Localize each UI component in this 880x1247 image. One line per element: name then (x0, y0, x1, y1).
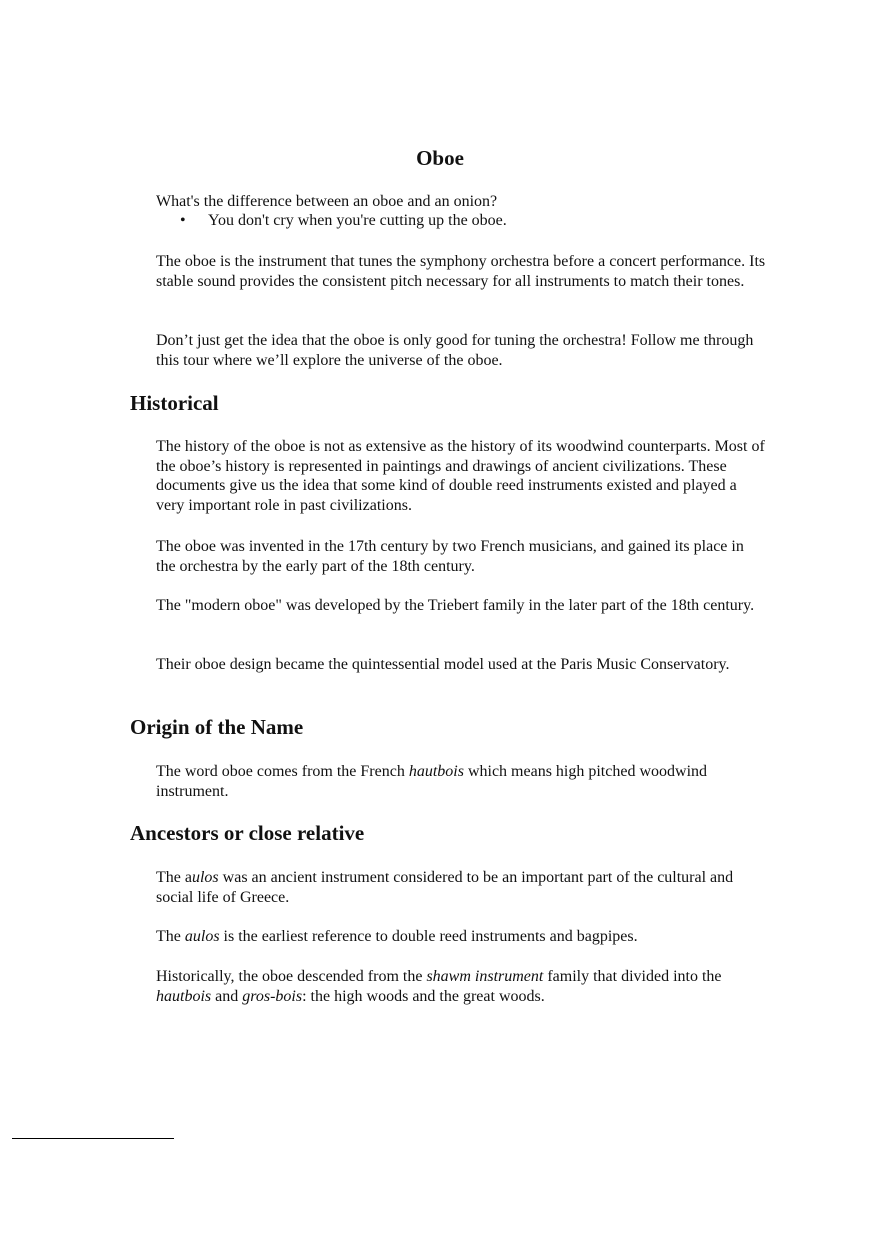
ancestors-paragraph-3: Historically, the oboe descended from the shawm instrument family that divided into the hautbois and gros-bois: the high woods and the great woods. (156, 968, 722, 1005)
intro-paragraph-2: Don’t just get the idea that the oboe is only good for tuning the orchestra! Follow me through this tour where we’ll explore the universe of the oboe. (156, 332, 754, 369)
section-heading-origin: Origin of the Name (130, 715, 304, 739)
intro-answer: You don't cry when you're cutting up the oboe. (208, 212, 507, 229)
historical-paragraph-2: The oboe was invented in the 17th century by two French musicians, and gained its place in the orchestra by the early part of the 18th century. (156, 538, 744, 575)
section-heading-historical: Historical (130, 391, 219, 415)
historical-paragraph-1: The history of the oboe is not as extensive as the history of its woodwind counterparts. Most of the oboe’s history is represented in paintings and drawings of ancient civilizations. These documents give us the idea that some kind of double reed instruments existed and played a very important role in past civilizations. (156, 438, 765, 514)
ancestors-paragraph-1: The aulos was an ancient instrument considered to be an important part of the cultural and social life of Greece. (156, 869, 734, 906)
ancestors-paragraph-2: The aulos is the earliest reference to double reed instruments and bagpipes. (156, 928, 638, 945)
historical-paragraph-3: The "modern oboe" was developed by the Triebert family in the later part of the 18th century. (156, 597, 755, 614)
footnote-divider (12, 1138, 174, 1139)
origin-paragraph-1: The word oboe comes from the French hautbois which means high pitched woodwind instrument. (156, 763, 708, 800)
intro-bullet (180, 211, 740, 231)
historical-paragraph-4: Their oboe design became the quintessential model used at the Paris Music Conservatory. (156, 656, 730, 673)
intro-paragraph-1: The oboe is the instrument that tunes the symphony orchestra before a concert performance. Its stable sound provides the consistent pitch necessary for all instruments to match their tones. (156, 253, 766, 290)
section-heading-ancestors: Ancestors or close relative (130, 821, 365, 845)
bullet-icon: • (180, 212, 186, 229)
page-title: Oboe (416, 146, 464, 170)
intro-question: What's the difference between an oboe and an onion? (156, 193, 498, 210)
